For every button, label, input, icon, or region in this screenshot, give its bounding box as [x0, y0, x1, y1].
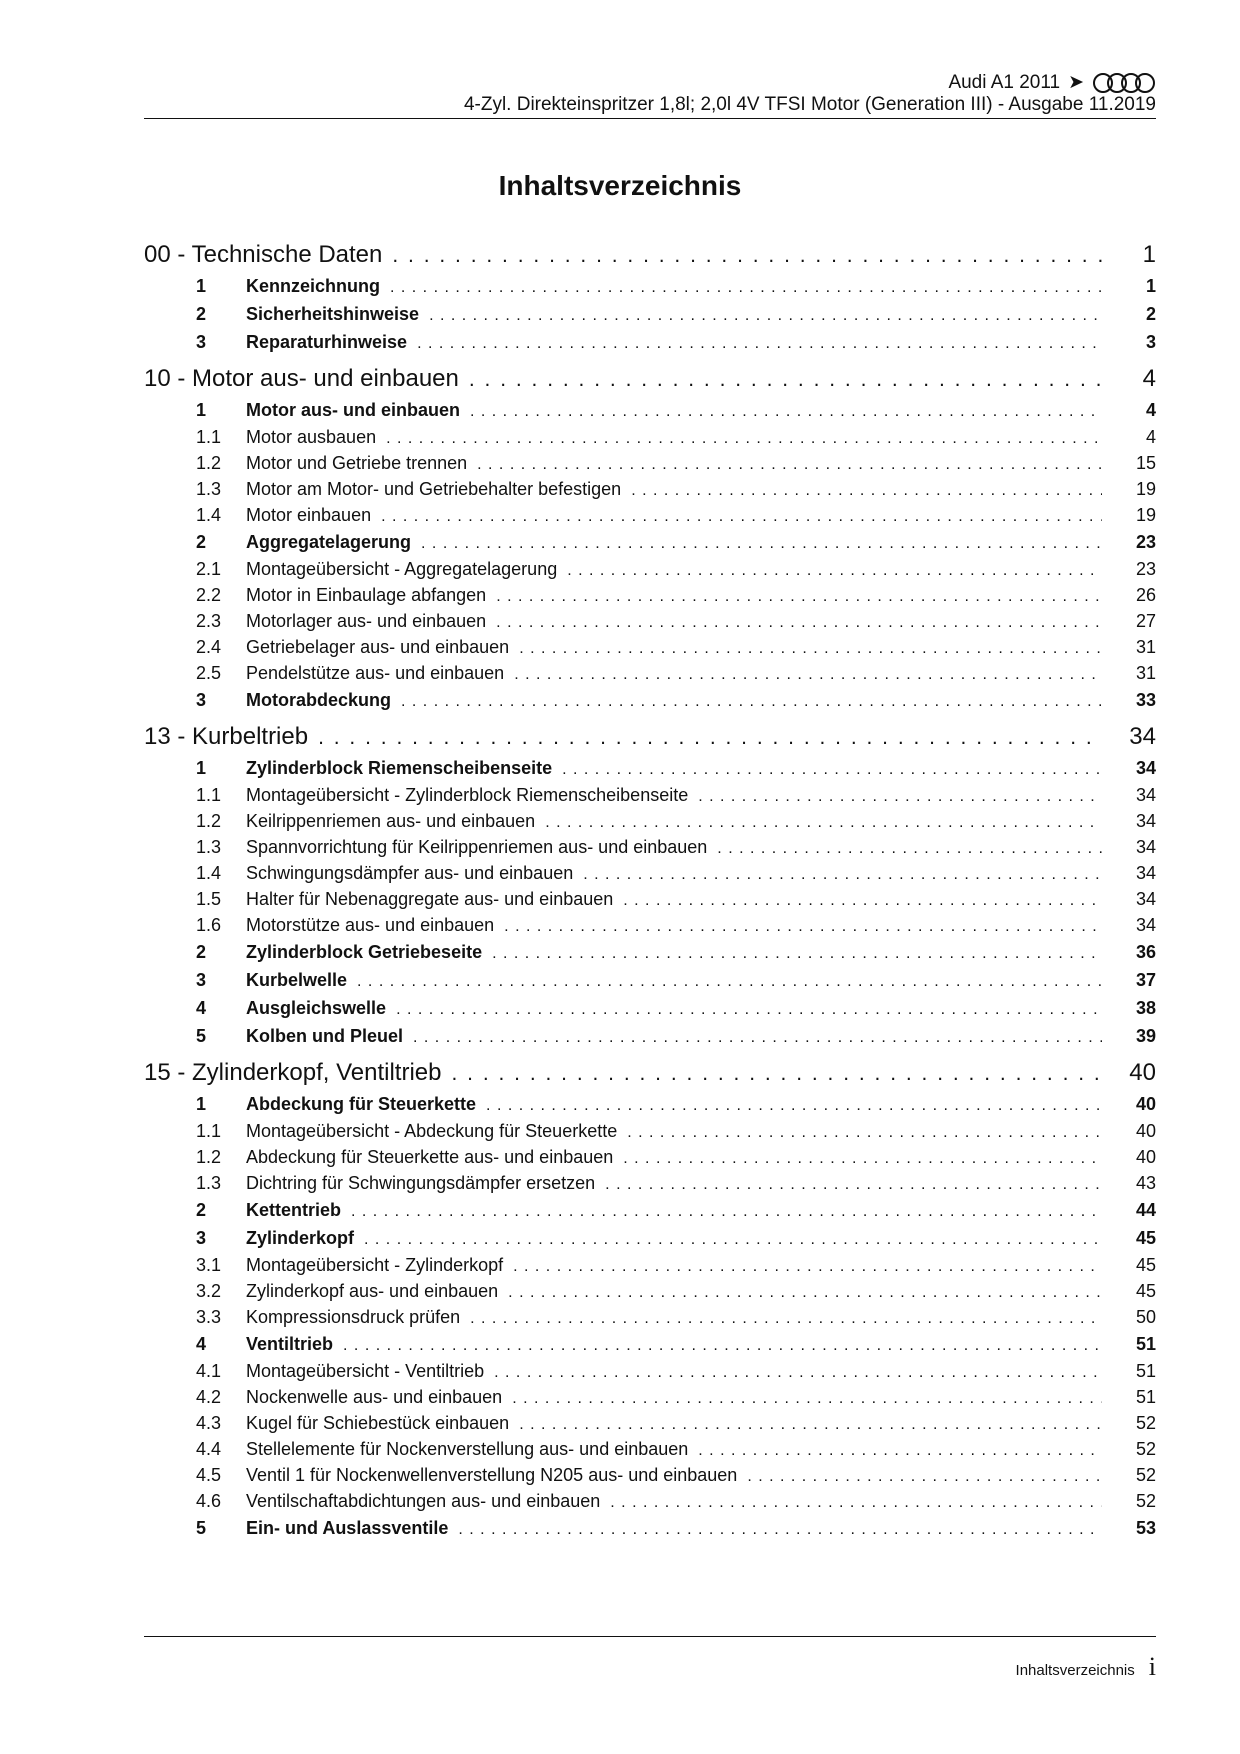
toc-leader: [747, 1464, 1102, 1488]
toc-section[interactable]: [144, 396, 1156, 424]
toc-leader: [486, 1092, 1102, 1118]
toc-page-number: 53: [1135, 1518, 1156, 1538]
toc-page-number: 34: [1135, 837, 1156, 857]
toc-subsection[interactable]: [144, 1462, 1156, 1488]
toc-number: 1.2: [196, 453, 222, 473]
toc-number: 1.1: [196, 427, 222, 447]
toc-page-number: 34: [1129, 723, 1156, 750]
toc-page-number: 3: [1145, 332, 1156, 352]
toc-number: 3: [196, 1228, 207, 1248]
toc-number: 2.4: [196, 637, 222, 657]
toc-title: Montageübersicht - Ventiltrieb: [246, 1361, 485, 1381]
toc-number: 1: [196, 758, 207, 778]
toc-leader: [513, 1254, 1102, 1278]
toc-subsection[interactable]: [144, 1304, 1156, 1330]
toc-page-number: 51: [1135, 1387, 1156, 1407]
toc-leader: [343, 1332, 1102, 1358]
page-header: [464, 72, 1156, 116]
toc-number: 2.2: [196, 585, 222, 605]
toc-chapter[interactable]: [144, 1058, 1156, 1088]
toc-page-number: 19: [1135, 505, 1156, 525]
toc-leader: [583, 862, 1102, 886]
toc-chapter[interactable]: [144, 364, 1156, 394]
toc-leader: [508, 1280, 1102, 1304]
toc-page-number: 52: [1135, 1491, 1156, 1511]
toc-number: 4.6: [196, 1491, 222, 1511]
toc-number: 4.3: [196, 1413, 222, 1433]
toc-subsection[interactable]: [144, 660, 1156, 686]
toc-title: Zylinderblock Getriebeseite: [246, 942, 483, 962]
toc-section[interactable]: [144, 1196, 1156, 1224]
toc-title: Getriebelager aus- und einbauen: [246, 637, 510, 657]
toc-number: 1: [196, 276, 207, 296]
toc-number: 3.3: [196, 1307, 222, 1327]
toc-subsection[interactable]: [144, 1410, 1156, 1436]
toc-subsection[interactable]: [144, 808, 1156, 834]
toc-leader: [610, 1490, 1102, 1514]
toc-leader: [494, 1360, 1102, 1384]
toc-title: Kugel für Schiebestück einbauen: [246, 1413, 510, 1433]
toc-subsection[interactable]: [144, 502, 1156, 528]
toc-page-number: 23: [1135, 532, 1156, 552]
toc-number: 5: [196, 1518, 207, 1538]
toc-title: Ausgleichswelle: [246, 998, 387, 1018]
toc-subsection[interactable]: [144, 556, 1156, 582]
toc-title: Reparaturhinweise: [246, 332, 408, 352]
toc-subsection[interactable]: [144, 450, 1156, 476]
toc-title: Motorlager aus- und einbauen: [246, 611, 487, 631]
toc-number: 3: [196, 332, 207, 352]
toc-subsection[interactable]: [144, 1170, 1156, 1196]
toc-subsection[interactable]: [144, 912, 1156, 938]
toc-number: 4.1: [196, 1361, 222, 1381]
toc-page-number: 43: [1135, 1173, 1156, 1193]
toc-leader: [357, 968, 1102, 994]
toc-subsection[interactable]: [144, 634, 1156, 660]
toc-title: Montageübersicht - Aggregatelagerung: [246, 559, 558, 579]
toc-page-number: 36: [1135, 942, 1156, 962]
toc-chapter[interactable]: [144, 240, 1156, 270]
toc-number: 4.2: [196, 1387, 222, 1407]
toc-subsection[interactable]: [144, 860, 1156, 886]
toc-title: Ventilschaftabdichtungen aus- und einbauen: [246, 1491, 601, 1511]
toc-section[interactable]: [144, 300, 1156, 328]
toc-page-number: 40: [1135, 1121, 1156, 1141]
toc-title: Motor am Motor- und Getriebehalter befestigen: [246, 479, 622, 499]
toc-title: Motor aus- und einbauen: [246, 400, 460, 420]
toc-page-number: 31: [1135, 663, 1156, 683]
toc-title: Ventiltrieb: [246, 1334, 334, 1354]
header-model-line: [464, 72, 1156, 94]
toc-title: Keilrippenriemen aus- und einbauen: [246, 811, 536, 831]
toc-page-number: 52: [1135, 1413, 1156, 1433]
toc-leader: [364, 1226, 1102, 1252]
toc-number: 5: [196, 1026, 207, 1046]
toc-leader: [627, 1120, 1102, 1144]
toc-page-number: 50: [1135, 1307, 1156, 1327]
toc-page-number: 4: [1145, 400, 1156, 420]
toc-section[interactable]: [144, 328, 1156, 356]
toc-number: 1.2: [196, 1147, 222, 1167]
toc-page-number: 52: [1135, 1439, 1156, 1459]
toc-number: 3: [196, 970, 207, 990]
toc-section[interactable]: [144, 272, 1156, 300]
toc-subsection[interactable]: [144, 1144, 1156, 1170]
toc-leader: [504, 914, 1102, 938]
toc-leader: [562, 756, 1102, 782]
toc-page-number: 26: [1135, 585, 1156, 605]
toc-subsection[interactable]: [144, 1436, 1156, 1462]
toc-subsection[interactable]: [144, 1278, 1156, 1304]
header-subtitle: 4-Zyl. Direkteinspritzer 1,8l; 2,0l 4V TFSI Motor (Generation III) - Ausgabe 11.2019: [463, 94, 1156, 115]
toc-section[interactable]: [144, 1090, 1156, 1118]
toc-title: Stellelemente für Nockenverstellung aus- und einbauen: [246, 1439, 689, 1459]
toc-title: Motor und Getriebe trennen: [246, 453, 468, 473]
toc-page-number: 4: [1145, 427, 1156, 447]
toc-subsection[interactable]: [144, 1384, 1156, 1410]
toc-page-number: 38: [1135, 998, 1156, 1018]
toc-title: Zylinderkopf aus- und einbauen: [246, 1281, 499, 1301]
toc-leader: [470, 398, 1102, 424]
toc-subsection[interactable]: [144, 608, 1156, 634]
toc-number: 2: [196, 1200, 207, 1220]
toc-page-number: 40: [1135, 1147, 1156, 1167]
toc-page-number: 45: [1135, 1255, 1156, 1275]
toc-number: 15 - Zylinderkopf, Ventiltrieb: [144, 1059, 442, 1086]
toc-number: 1.4: [196, 863, 222, 883]
toc-leader: [605, 1172, 1102, 1196]
toc-page-number: 34: [1135, 811, 1156, 831]
toc-leader: [477, 452, 1102, 476]
toc-section[interactable]: [144, 528, 1156, 556]
toc-subsection[interactable]: [144, 782, 1156, 808]
toc-leader: [381, 504, 1102, 528]
toc-leader: [545, 810, 1102, 834]
toc-page-number: 1: [1145, 276, 1156, 296]
toc-page-number: 39: [1135, 1026, 1156, 1046]
toc-number: 1.5: [196, 889, 222, 909]
toc-page-number: 34: [1135, 915, 1156, 935]
toc-page-number: 33: [1135, 690, 1156, 710]
toc-subsection[interactable]: [144, 424, 1156, 450]
toc-subsection[interactable]: [144, 834, 1156, 860]
toc-title: Motor einbauen: [246, 505, 372, 525]
toc-page-number: 31: [1135, 637, 1156, 657]
toc-page-number: 2: [1145, 304, 1156, 324]
table-of-contents: [144, 240, 1156, 1542]
toc-leader: [519, 1412, 1102, 1436]
page-title: Inhaltsverzeichnis: [498, 170, 742, 201]
toc-chapter[interactable]: [144, 722, 1156, 752]
toc-number: 3: [196, 690, 207, 710]
toc-leader: [631, 478, 1102, 502]
toc-number: 1: [196, 400, 207, 420]
toc-leader: [401, 688, 1102, 714]
toc-leader: [429, 302, 1102, 328]
toc-title: Aggregatelagerung: [246, 532, 412, 552]
toc-leader: [567, 558, 1102, 582]
toc-leader: [698, 784, 1102, 808]
toc-subsection[interactable]: [144, 582, 1156, 608]
toc-leader: [496, 610, 1102, 634]
toc-section[interactable]: [144, 1224, 1156, 1252]
toc-page-number: 34: [1135, 863, 1156, 883]
toc-title: Ventil 1 für Nockenwellenverstellung N205 aus- und einbauen: [246, 1465, 738, 1485]
toc-subsection[interactable]: [144, 476, 1156, 502]
toc-leader: [717, 836, 1102, 860]
toc-number: 2.1: [196, 559, 222, 579]
toc-page-number: 51: [1135, 1334, 1156, 1354]
toc-title: Montageübersicht - Zylinderblock Riemenscheibenseite: [246, 785, 689, 805]
toc-page-number: 44: [1135, 1200, 1156, 1220]
toc-leader: [417, 330, 1102, 356]
toc-title: Sicherheitshinweise: [246, 304, 420, 324]
toc-page-number: 37: [1135, 970, 1156, 990]
toc-leader: [469, 365, 1102, 394]
toc-page-number: 1: [1142, 241, 1156, 268]
toc-title: Spannvorrichtung für Keilrippenriemen aus- und einbauen: [246, 837, 708, 857]
toc-leader: [519, 636, 1102, 660]
toc-page-number: 34: [1135, 785, 1156, 805]
toc-leader: [458, 1516, 1102, 1542]
toc-leader: [514, 662, 1102, 686]
toc-title: Pendelstütze aus- und einbauen: [246, 663, 505, 683]
toc-title: Kennzeichnung: [246, 276, 380, 296]
toc-subsection[interactable]: [144, 1252, 1156, 1278]
toc-number: 4: [196, 998, 207, 1018]
toc-subsection[interactable]: [144, 886, 1156, 912]
toc-leader: [623, 1146, 1102, 1170]
toc-number: 2: [196, 304, 207, 324]
toc-leader: [623, 888, 1102, 912]
toc-leader: [492, 940, 1102, 966]
toc-page-number: 45: [1135, 1281, 1156, 1301]
toc-page-number: 52: [1135, 1465, 1156, 1485]
toc-number: 1.6: [196, 915, 222, 935]
footer-divider: [144, 1636, 1156, 1637]
toc-number: 1: [196, 1094, 207, 1114]
toc-section[interactable]: [144, 686, 1156, 714]
toc-leader: [386, 426, 1102, 450]
toc-title: Halter für Nebenaggregate aus- und einbauen: [246, 889, 614, 909]
toc-section[interactable]: [144, 1514, 1156, 1542]
toc-number: 00 - Technische Daten: [144, 241, 383, 268]
toc-number: 10 - Motor aus- und einbauen: [144, 365, 459, 392]
footer-page-number: i: [1148, 1652, 1156, 1681]
toc-leader: [470, 1306, 1102, 1330]
toc-title: Motorabdeckung: [246, 690, 392, 710]
toc-page-number: 34: [1135, 889, 1156, 909]
toc-number: 3.1: [196, 1255, 222, 1275]
toc-number: 1.4: [196, 505, 222, 525]
toc-number: 4: [196, 1334, 207, 1354]
toc-section[interactable]: [144, 1330, 1156, 1358]
toc-title: Kettentrieb: [246, 1200, 342, 1220]
toc-leader: [396, 996, 1102, 1022]
toc-number: 2.3: [196, 611, 222, 631]
toc-leader: [421, 530, 1102, 556]
toc-leader: [390, 274, 1102, 300]
toc-page-number: 45: [1135, 1228, 1156, 1248]
toc-title: Ein- und Auslassventile: [246, 1518, 449, 1538]
toc-leader: [351, 1198, 1102, 1224]
toc-leader: [698, 1438, 1102, 1462]
toc-title: Abdeckung für Steuerkette aus- und einbauen: [246, 1147, 614, 1167]
toc-number: 1.1: [196, 1121, 222, 1141]
toc-number: 1.3: [196, 837, 222, 857]
page-footer: [1016, 1652, 1156, 1682]
toc-page-number: 40: [1129, 1059, 1156, 1086]
header-divider: [144, 118, 1156, 119]
toc-title: Kolben und Pleuel: [246, 1026, 404, 1046]
toc-leader: [496, 584, 1102, 608]
toc-number: 1.2: [196, 811, 222, 831]
toc-number: 1.3: [196, 1173, 222, 1193]
toc-page-number: 19: [1135, 479, 1156, 499]
toc-title: Motorstütze aus- und einbauen: [246, 915, 495, 935]
toc-number: 2.5: [196, 663, 222, 683]
toc-title: Montageübersicht - Zylinderkopf: [246, 1255, 504, 1275]
toc-title: Dichtring für Schwingungsdämpfer ersetzen: [246, 1173, 596, 1193]
toc-subsection[interactable]: [144, 1488, 1156, 1514]
toc-section[interactable]: [144, 754, 1156, 782]
toc-page-number: 40: [1135, 1094, 1156, 1114]
toc-title: Kompressionsdruck prüfen: [246, 1307, 461, 1327]
toc-page-number: 51: [1135, 1361, 1156, 1381]
toc-page-number: 23: [1135, 559, 1156, 579]
toc-page-number: 4: [1142, 365, 1156, 392]
toc-title: Abdeckung für Steuerkette: [246, 1094, 477, 1114]
toc-section[interactable]: [144, 966, 1156, 994]
toc-number: 2: [196, 942, 207, 962]
toc-title: Motor ausbauen: [246, 427, 377, 447]
toc-leader: [451, 1059, 1102, 1088]
toc-title: Nockenwelle aus- und einbauen: [246, 1387, 503, 1407]
toc-title: Montageübersicht - Abdeckung für Steuerkette: [246, 1121, 618, 1141]
toc-section[interactable]: [144, 994, 1156, 1022]
toc-number: 1.1: [196, 785, 222, 805]
header-model: Audi A1 2011: [948, 72, 1061, 93]
footer-label: Inhaltsverzeichnis: [1015, 1662, 1135, 1679]
toc-number: 13 - Kurbeltrieb: [144, 723, 309, 750]
toc-number: 1.3: [196, 479, 222, 499]
toc-number: 3.2: [196, 1281, 222, 1301]
toc-page-number: 15: [1135, 453, 1156, 473]
audi-rings-icon: [1092, 72, 1156, 94]
toc-title: Kurbelwelle: [246, 970, 348, 990]
toc-number: 4.5: [196, 1465, 222, 1485]
toc-title: Motor in Einbaulage abfangen: [246, 585, 487, 605]
toc-subsection[interactable]: [144, 1118, 1156, 1144]
toc-page-number: 27: [1135, 611, 1156, 631]
toc-number: 4.4: [196, 1439, 222, 1459]
toc-number: 2: [196, 532, 207, 552]
toc-section[interactable]: [144, 1022, 1156, 1050]
toc-section[interactable]: [144, 938, 1156, 966]
toc-leader: [413, 1024, 1102, 1050]
toc-subsection[interactable]: [144, 1358, 1156, 1384]
toc-title: Schwingungsdämpfer aus- und einbauen: [246, 863, 574, 883]
toc-leader: [512, 1386, 1102, 1410]
toc-leader: [392, 241, 1102, 270]
toc-leader: [318, 723, 1102, 752]
toc-page-number: 34: [1135, 758, 1156, 778]
arrow-icon: ➤: [1068, 72, 1084, 93]
toc-title: Zylinderkopf: [246, 1228, 355, 1248]
toc-title: Zylinderblock Riemenscheibenseite: [246, 758, 553, 778]
